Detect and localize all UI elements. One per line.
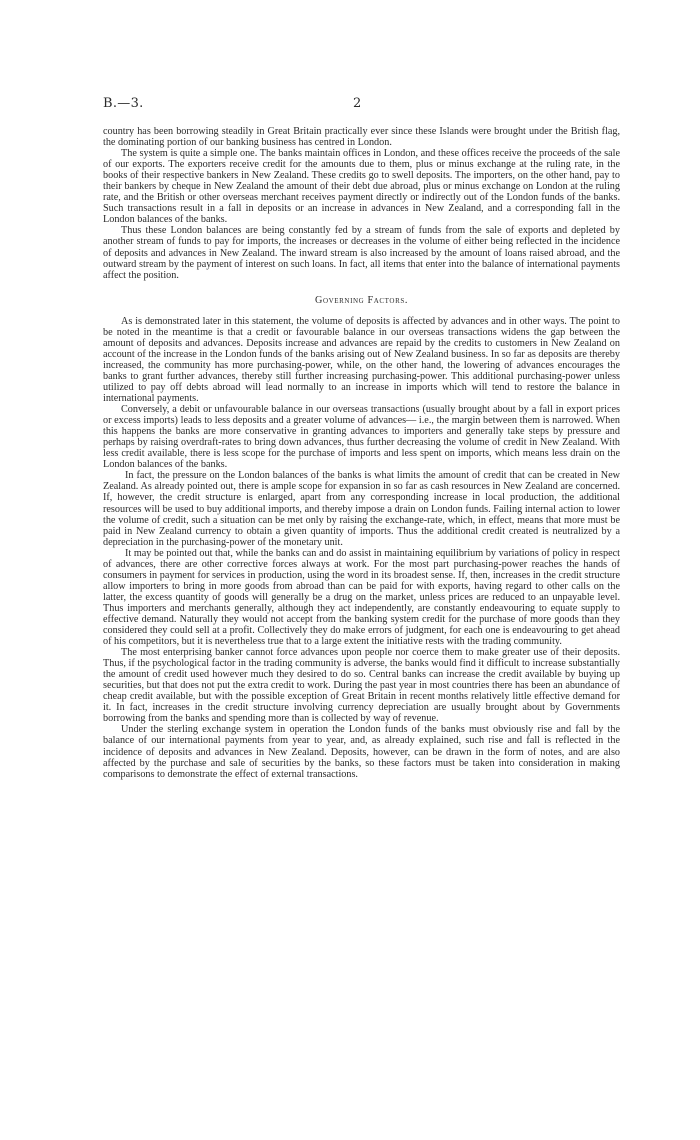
paragraph: As is demonstrated later in this statement, the volume of deposits is affected by advances and in other ways. The point to be noted in the meantime is that a credit or favourable balance in our overseas transactions widens the gap between the amount of deposits and advances. Deposits increase and advances are repaid by the credits to customers in New Zealand on account of the increase in the London funds of the banks arising out of New Zealand business. In so far as deposits are thereby increased, the community has more purchasing-power, while, on the other hand, the lowering of advances encourages the banks to grant further advances, thereby still further increasing purchasing-power. This additional purchasing-power unless utilized to pay off debts abroad will lead normally to an increase in imports which will tend to restore the balance in international payments. bbox=[103, 315, 620, 405]
paragraph: It may be pointed out that, while the banks can and do assist in maintaining equilibrium by variations of policy in respect of advances, there are other corrective forces always at work. For the most part purchasing-power reaches the hands of consumers in payment for services in production, using the word in its broadest sense. If, then, increases in the credit structure allow importers to bring in more goods from abroad than can be paid for with exports, having regard to other calls on the latter, the excess quantity of goods will generally be a drug on the market, unless prices are reduced to an unpayable level. Thus importers and merchants generally, although they act independently, are constantly endeavouring to equate supply to effective demand. Naturally they would not accept from the banking system credit for the purchase of more goods than they considered they could sell at a profit. Collectively they do make errors of judgment, for each one is endeavouring to get ahead of his competitors, but it is nevertheless true that to a large extent the initiative rests with the trading community. bbox=[103, 547, 620, 648]
paragraph: The most enterprising banker cannot force advances upon people nor coerce them to make greater use of their deposits. Thus, if the psychological factor in the trading community is adverse, the banks would find it difficult to increase substantially the amount of credit used however much they desired to do so. Central banks can increase the credit available by buying up securities, but that does not put the extra credit to work. During the past year in most countries there has been an abundance of cheap credit available, but with the possible exception of Great Britain in recent months relatively little effective demand for it. In fact, increases in the credit structure involving currency depreciation are usually brought about by Governments borrowing from the banks and spending more than is collected by way of revenue. bbox=[103, 647, 620, 725]
body-text bbox=[103, 126, 620, 780]
paragraph: Under the sterling exchange system in operation the London funds of the banks must obviously rise and fall by the balance of our international payments from year to year, and, as already explained, such rise and fall is reflected in the incidence of deposits and advances in New Zealand. Deposits, however, can be drawn in the form of notes, and are also affected by the purchase and sale of securities by the banks, so these factors must be taken into consideration in making comparisons to demonstrate the effect of external transactions. bbox=[103, 724, 620, 780]
section-heading: Governing Factors. bbox=[315, 294, 408, 306]
paragraph: Thus these London balances are being constantly fed by a stream of funds from the sale of exports and depleted by another stream of funds to pay for imports, the increases or decreases in the volume of either being reflected in the incidence of deposits and advances in New Zealand. The inward stream is also increased by the amount of loans raised abroad, and the outward stream by the payment of interest on such loans. In fact, all items that enter into the balance of international payments affect the position. bbox=[103, 225, 620, 281]
page-number: 2 bbox=[353, 96, 362, 111]
document-reference: B.—3. bbox=[103, 96, 144, 111]
paragraph: In fact, the pressure on the London balances of the banks is what limits the amount of credit that can be created in New Zealand. As already pointed out, there is ample scope for expansion in so far as cash resources in New Zealand are concerned. If, however, the credit structure is enlarged, apart from any corresponding increase in local production, the additional resources will be used to buy additional imports, and thereby impose a drain on London funds. Failing internal action to lower the volume of credit, such a situation can be met only by raising the exchange-rate, which, in effect, means that more must be paid in New Zealand currency to obtain a given quantity of imports. Thus the additional credit created is neutralized by a depreciation in the purchasing-power of the monetary unit. bbox=[103, 470, 620, 548]
page-header bbox=[103, 96, 620, 116]
paragraph: Conversely, a debit or unfavourable balance in our overseas transactions (usually brought about by a fall in export prices or excess imports) leads to less deposits and a greater volume of advances— i.e., the margin between them is narrowed. When this happens the banks are more conservative in granting advances to importers and generally take steps by pressure and perhaps by raising overdraft-rates to bring down advances, thus further decreasing the volume of credit in New Zealand. With less credit available, there is less scope for the purchase of imports and less spent on imports, which means less drain on the London balances of the banks. bbox=[103, 404, 620, 471]
paragraph: The system is quite a simple one. The banks maintain offices in London, and these offices receive the proceeds of the sale of our exports. The exporters receive credit for the amounts due to them, plus or minus exchange at the ruling rate, in the books of their respective bankers in New Zealand. These credits go to swell deposits. The importers, on the other hand, pay to their bankers by cheque in New Zealand the amount of their debt due abroad, plus or minus exchange on London at the ruling rate, and the British or other overseas merchant receives payment directly or indirectly out of the London funds of the banks. Such transactions result in a fall in deposits or an increase in advances in New Zealand, and a corresponding fall in the London balances of the banks. bbox=[103, 148, 620, 226]
paragraph: country has been borrowing steadily in Great Britain practically ever since these Islands were brought under the British flag, the dominating portion of our banking business has centred in London. bbox=[103, 126, 620, 149]
